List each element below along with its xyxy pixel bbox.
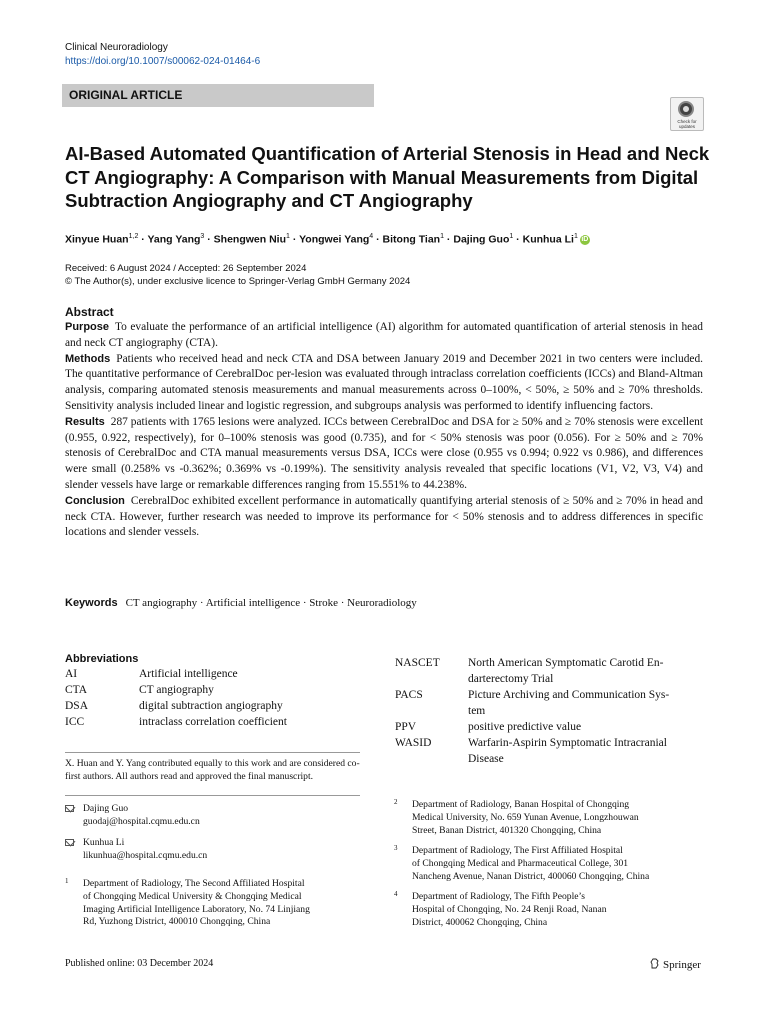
- abbreviation-value: Disease: [468, 753, 504, 765]
- contact-kunhua-li: [65, 836, 360, 866]
- abbreviation-item: [395, 736, 705, 768]
- abstract-body: [65, 320, 703, 541]
- publisher-name: Springer: [663, 959, 701, 971]
- contact-name: Kunhua Li: [83, 837, 125, 848]
- affiliation-line: Department of Radiology, The Second Affiliated Hospital: [83, 878, 305, 889]
- affiliation-line: District, 400062 Chongqing, China: [412, 916, 548, 928]
- author-separator: ·: [204, 233, 214, 246]
- contact-dajing-guo: [65, 802, 360, 832]
- author-name[interactable]: Kunhua Li: [522, 233, 574, 246]
- affiliation-line: Hospital of Chongqing, No. 24 Renji Road, Nanan: [412, 903, 607, 915]
- abbreviation-item: [395, 720, 705, 736]
- abbreviation-key: CTA: [65, 684, 88, 696]
- abbreviation-value: digital subtraction angiography: [139, 700, 283, 712]
- author-affiliation: 3: [200, 233, 205, 240]
- affiliation-line: of Chongqing Medical University & Chongqing Medical: [83, 890, 302, 902]
- author-name[interactable]: Bitong Tian: [382, 233, 441, 246]
- journal-name: Clinical Neuroradiology: [65, 42, 168, 53]
- abbreviation-value: Picture Archiving and Communication Sys-: [468, 689, 670, 701]
- author-affiliation: 4: [369, 233, 374, 240]
- author-name[interactable]: Xinyue Huan: [65, 233, 129, 246]
- abbreviation-value: darterectomy Trial: [468, 673, 554, 685]
- affiliation-line: of Chongqing Medical and Pharmaceutical College, 301: [412, 857, 629, 869]
- methods-text: Patients who received head and neck CTA and DSA between January 2019 and December 2021 in two centers were included. The quantitative performance of CerebralDoc per-lesion was evaluated through intraclass correlation coefficients (ICCs) and Bland-Altman analysis, comparing automated stenosis measurements and manual measurements across 0–100%, < 50%, ≥ 50% and ≥ 70% thresholds. Sensitivity analysis included linear and logistic regression, and subgroups analysis was performed to identify influencing factors.: [65, 352, 703, 412]
- conclusion-text: CerebralDoc exhibited excellent performance in automatically quantifying arterial stenosis of ≥ 50% and ≥ 70% in head and neck CTA. However, further research was needed to improve its performance for < 50% stenosis and to address differences in specific locations and slender vessels.: [65, 494, 703, 539]
- article-type-badge: [62, 84, 374, 107]
- affiliation-1: [65, 878, 365, 930]
- affiliation-line: Department of Radiology, The Fifth People’s: [412, 891, 585, 902]
- author-name[interactable]: Yang Yang: [147, 233, 201, 246]
- affiliation-line: Department of Radiology, Banan Hospital of Chongqing: [412, 799, 630, 810]
- abbreviation-value: tem: [468, 705, 486, 717]
- abstract-heading: Abstract: [65, 305, 114, 319]
- mail-icon: [65, 805, 74, 812]
- abstract-methods: [65, 352, 703, 415]
- affiliation-line: Nancheng Avenue, Nanan District, 400060 Chongqing, China: [412, 870, 650, 882]
- check-updates-label: Check for updates: [677, 119, 697, 129]
- affiliation-line: Medical University, No. 659 Yunan Avenue, Longzhouwan: [412, 811, 639, 823]
- publisher-logo: [650, 958, 701, 971]
- abbreviation-value: Warfarin-Aspirin Symptomatic Intracranial: [468, 737, 667, 749]
- abbreviation-value: positive predictive value: [468, 721, 582, 733]
- affiliation-number: 2: [394, 798, 398, 806]
- author-separator: ·: [289, 233, 300, 246]
- affiliation-3: [394, 845, 714, 885]
- affiliation-line: Street, Banan District, 401320 Chongqing, China: [412, 824, 602, 836]
- author-separator: ·: [513, 233, 523, 246]
- keywords-label: Keywords: [65, 597, 118, 609]
- affiliation-2: [394, 799, 714, 839]
- abbreviation-item: [395, 656, 705, 688]
- author-affiliation: 1: [286, 233, 290, 240]
- contact-email-link[interactable]: likunhua@hospital.cqmu.edu.cn: [83, 850, 208, 861]
- abbreviations-heading: Abbreviations: [65, 653, 139, 665]
- article-type-label: ORIGINAL ARTICLE: [69, 88, 183, 102]
- abbreviation-value: Artificial intelligence: [139, 668, 238, 680]
- abstract-purpose: [65, 320, 703, 352]
- keywords-list: CT angiography · Artificial intelligence · Stroke · Neuroradiology: [125, 597, 417, 609]
- author-separator: ·: [373, 233, 383, 246]
- received-dates: Received: 6 August 2024 / Accepted: 26 September 2024: [65, 263, 307, 274]
- affiliation-line: Imaging Artificial Intelligence Laboratory, No. 74 Linjiang: [83, 903, 310, 915]
- author-affiliation: 1,2: [128, 233, 139, 240]
- abbreviation-key: PACS: [395, 689, 423, 701]
- affiliation-number: 3: [394, 844, 398, 852]
- author-separator: ·: [138, 233, 148, 246]
- published-date: Published online: 03 December 2024: [65, 958, 214, 969]
- abbreviation-key: PPV: [395, 721, 417, 733]
- author-name[interactable]: Yongwei Yang: [299, 233, 370, 246]
- equal-contribution-note: X. Huan and Y. Yang contributed equally to this work and are considered co-first authors. All authors read and approved the final manuscript.: [65, 752, 360, 783]
- abstract-results: [65, 415, 703, 494]
- abstract-conclusion: [65, 494, 703, 541]
- purpose-label: Purpose: [65, 321, 110, 333]
- contact-email-link[interactable]: guodaj@hospital.cqmu.edu.cn: [83, 816, 200, 827]
- methods-label: Methods: [65, 352, 111, 365]
- purpose-text: To evaluate the performance of an artificial intelligence (AI) algorithm for automated quantification of arterial stenosis in head and neck CT angiography (CTA).: [65, 321, 703, 349]
- author-name[interactable]: Dajing Guo: [453, 233, 510, 246]
- author-separator: ·: [444, 233, 454, 246]
- crossmark-icon: [678, 101, 694, 117]
- keywords: [65, 597, 417, 609]
- abbreviation-key: DSA: [65, 700, 89, 712]
- conclusion-label: Conclusion: [65, 494, 125, 507]
- author-affiliation: 1: [509, 233, 514, 240]
- abbreviation-value: North American Symptomatic Carotid En-: [468, 657, 664, 669]
- mail-icon: [65, 839, 74, 846]
- affiliation-number: 4: [394, 890, 398, 898]
- abbreviation-item: [395, 688, 705, 720]
- author-list: [65, 233, 590, 246]
- affiliation-line: Department of Radiology, The First Affiliated Hospital: [412, 845, 623, 856]
- affiliation-line: Rd, Yuzhong District, 400010 Chongqing, China: [83, 916, 271, 928]
- abbreviation-key: AI: [65, 668, 78, 680]
- divider: [65, 795, 360, 796]
- orcid-icon[interactable]: iD: [581, 235, 589, 243]
- contact-name: Dajing Guo: [83, 803, 129, 814]
- article-title: AI-Based Automated Quantification of Arterial Stenosis in Head and Neck CT Angiography: A Comparison with Manual Measurements from Digital Subtraction Angiography and CT Angiography: [65, 143, 710, 211]
- author-name[interactable]: Shengwen Niu: [213, 233, 287, 246]
- abbreviation-value: CT angiography: [139, 684, 214, 696]
- author-affiliation: 1: [440, 233, 445, 240]
- affiliation-4: [394, 891, 714, 931]
- abbreviation-key: WASID: [395, 737, 432, 749]
- abbreviation-value: intraclass correlation coefficient: [139, 716, 287, 728]
- check-for-updates-button[interactable]: [670, 97, 704, 131]
- abbreviation-key: ICC: [65, 716, 85, 728]
- copyright: © The Author(s), under exclusive licence to Springer-Verlag GmbH Germany 2024: [65, 276, 411, 287]
- results-text: 287 patients with 1765 lesions were analyzed. ICCs between CerebralDoc and DSA for ≥ 50% and ≥ 70% stenosis were excellent (0.955, 0.922, respectively), for 0–100% stenosis was good (0.735), and for < 50% stenosis was poor (0.056). For ≥ 50% and ≥ 70% stenosis of CerebralDoc and CTA manual measurements versus DSA, ICCs were close (0.955 vs 0.994; 0.922 vs 0.986), and differences were small (0.258% vs -0.362%; 0.369% vs -0.199%). The sensitivity analysis revealed that specific locations (V1, V2, V3, V4) and slender vessels have large or remarkable differences ranging from 15.551% to 44.238%.: [65, 415, 703, 491]
- affiliation-number: 1: [65, 877, 69, 885]
- abbreviation-key: NASCET: [395, 657, 440, 669]
- doi-link[interactable]: https://doi.org/10.1007/s00062-024-01464-6: [65, 56, 261, 67]
- springer-horse-icon: [650, 958, 660, 969]
- results-label: Results: [65, 415, 105, 428]
- author-affiliation: 1: [573, 233, 578, 240]
